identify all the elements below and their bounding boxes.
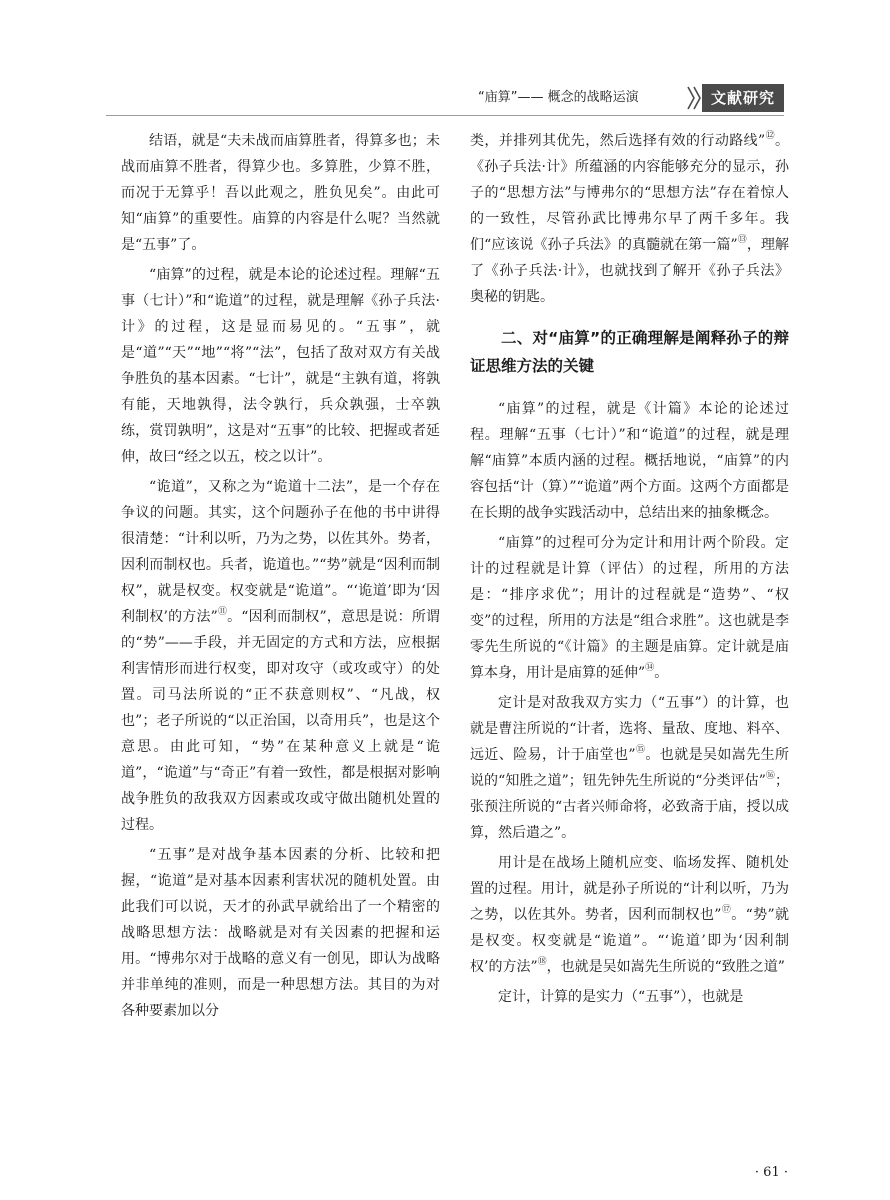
footnote-ref: ⑮ [635, 745, 646, 755]
paragraph: 定计，计算的是实力（“五事”），也就是 [498, 989, 744, 1005]
running-title: “庙算”—— 概念的战略运演 [478, 90, 639, 105]
footnote-ref: ⑬ [737, 235, 747, 245]
paragraph [470, 850, 789, 980]
footnote-ref: ⑰ [721, 905, 732, 915]
text-run: ；张预注所说的“古者兴师命将，必致斋于庙，授以成算，然后遣之”。 [470, 773, 789, 841]
text-run: “诡道”，又称之为“诡道十二法”，是一个存在争议的问题。其实，这个问题孙子在他的书中讲得很清楚：“计利以听，乃为之势，以佐其外。势者，因利而制权也。兵者，诡道也。”“势”就是“因利而制权”，就是权变。权变就是“诡道”。“‘诡道’即为‘因利制权’的方法” [121, 479, 440, 625]
paragraph [470, 128, 789, 310]
text-run: 用计是在战场上随机应变、临场发挥、随机处置的过程。用计，就是孙子所说的“计利以听，乃为之势，以佐其外。势者，因利而制权也” [470, 855, 789, 923]
section-tag: 文献研究 [702, 84, 784, 112]
footnote-ref: ⑱ [537, 957, 547, 967]
text-run: 。 [654, 665, 669, 681]
paragraph [470, 690, 789, 846]
text-run: 定计是对敌我双方实力（“五事”）的计算，也就是曹注所说的“计者，选将、量敌、度地、料卒、远近、险易，计于庙堂也” [470, 695, 789, 763]
text-run: 。“因利而制权”，意思是说：所谓的“势”——手段，并无固定的方式和方法，应根据利害情形而进行权变，即对攻守（或攻或守）的处置。司马法所说的“正不获意则权”、“凡战，权也”；老子所说的“以正治国，以奇用兵”，也是这个意思。由此可知，“势”在某种意义上就是“诡道”，“诡道”与“奇正”有着一致性，都是根据对影响战争胜负的敌我双方因素或攻或守做出随机处置的过程。 [121, 609, 440, 833]
header-divider [106, 115, 784, 116]
text-run: ，理解了《孙子兵法·计》，也就找到了解开《孙子兵法》奥秘的钥匙。 [470, 237, 789, 305]
footnote-ref: ⑯ [765, 771, 775, 781]
text-run: 。也就是吴如嵩先生所说的“知胜之道”；钮先钟先生所说的“分类评估” [470, 747, 789, 789]
left-column [121, 128, 440, 1024]
text-run: 。《孙子兵法·计》所蕴涵的内容能够充分的显示，孙子的“思想方法”与博弗尔的“思想方法”存在着惊人的一致性，尽管孙武比博弗尔早了两千多年。我们“应该说《孙子兵法》的真髓就在第一篇” [470, 133, 789, 253]
text-run: ，也就是吴如嵩先生所说的“致胜之道” [546, 959, 785, 975]
paragraph: “五事”是对战争基本因素的分析、比较和把握，“诡道”是对基本因素利害状况的随机处置。由此我们可以说，天才的孙武早就给出了一个精密的战略思想方法：战略就是对有关因素的把握和运用。“博弗尔对于战略的意义有一创见，即认为战略并非单纯的准则，而是一种思想方法。其目的为对各种要素加以分 [121, 847, 440, 1019]
paragraph: “庙算”的过程，就是《计篇》本论的论述过程。理解“五事（七计）”和“诡道”的过程，就是理解“庙算”本质内涵的过程。概括地说，“庙算”的内容包括“计（算）”“诡道”两个方面。这两个方面都是在长期的战争实践活动中，总结出来的抽象概念。 [470, 401, 789, 521]
paragraph: “庙算”的过程，就是本论的论述过程。理解“五事（七计）”和“诡道”的过程，就是理解《孙子兵法·计》的过程，这是显而易见的。“五事”，就是“道”“天”“地”“将”“法”，包括了敌对双方有关战争胜负的基本因素。“七计”，就是“主孰有道，将孰有能，天地孰得，法令孰行，兵众孰强，士卒孰练，赏罚孰明”，这是对“五事”的比较、把握或者延伸，故曰“经之以五，校之以计”。 [121, 267, 440, 465]
paragraph: 结语，就是“夫未战而庙算胜者，得算多也；未战而庙算不胜者，得算少也。多算胜，少算不胜，而况于无算乎！吾以此观之，胜负见矣”。由此可知“庙算”的重要性。庙算的内容是什么呢？当然就是“五事”了。 [121, 133, 440, 253]
footnote-ref: ⑪ [217, 607, 228, 617]
paragraph [470, 530, 789, 686]
paragraph [121, 474, 440, 838]
right-column [470, 128, 789, 1010]
page-number: · 61 · [754, 1165, 788, 1180]
text-run: “庙算”的过程可分为定计和用计两个阶段。定计的过程就是计算（评估）的过程，所用的方法是：“排序求优”；用计的过程就是“造势”、“权变”的过程，所用的方法是“组合求胜”。这也就是李零先生所说的“《计篇》的主题是庙算。定计就是庙算本身，用计是庙算的延伸” [470, 535, 789, 681]
running-header [478, 84, 784, 112]
double-chevron-icon [687, 84, 703, 112]
footnote-ref: ⑭ [645, 663, 655, 673]
text-run: 类，并排列其优先，然后选择有效的行动路线” [470, 133, 766, 149]
text-run: 。“势”就是权变。权变就是“诡道”。“‘诡道’即为‘因利制权’的方法” [470, 907, 789, 975]
footnote-ref: ⑫ [765, 131, 775, 141]
section-heading: 二、对“庙算”的正确理解是阐释孙子的辩证思维方法的关键 [470, 329, 789, 375]
